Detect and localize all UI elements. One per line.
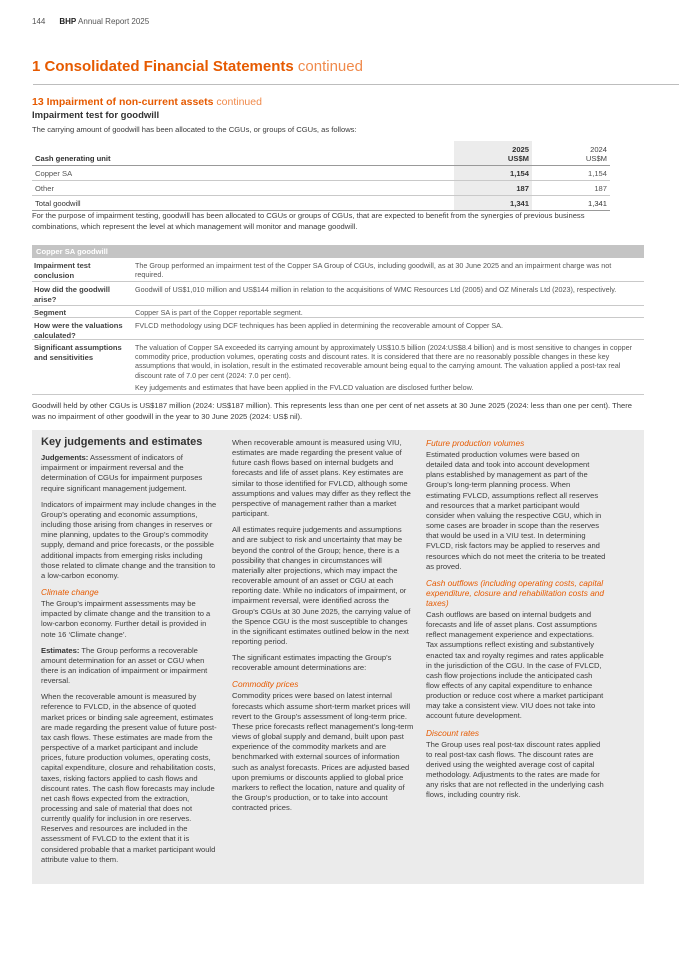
- judgements-paragraph: [41, 453, 217, 494]
- allocation-paragraph: For the purpose of impairment testing, goodwill has been allocated to CGUs or groups of CGUs, that are expected to benefit from the synergies of previous business combinations, which represent the level at which management will monitor and manage goodwill.: [32, 211, 585, 231]
- col-2025-year: 2025: [512, 145, 529, 154]
- indicators-paragraph: Indicators of impairment may include changes in the Group’s operating and economic assumptions, including those arising from changes in reserves or mine planning, updates to the Group’s commodity supply, demand and price forecasts, or the possible additional impacts from emerging risks including those related to climate change and the transition to a low-carbon economy.: [41, 499, 217, 580]
- col-2025-unit: US$M: [507, 154, 529, 163]
- col-2024-header: [532, 141, 610, 166]
- row-label: Significant assumptions and sensitivities: [34, 343, 122, 362]
- copper-sa-row: [32, 282, 644, 306]
- cash-outflows-paragraph: Cash outflows are based on internal budgets and forecasts and life of asset plans. Cost assumptions reflect management experience and expectations. Tax assumptions reflect existing and substantively enacted tax and royalty regimes and rates applicable in the jurisdiction of the CGU. In the case of FVLCD, cash flow projections include the anticipated cash flow effects of any capital expenditure to enhance production or reduce cost where a market participant may take a consistent view. VIU does not take into account future development.: [426, 609, 604, 721]
- row-value-2025: 187: [454, 181, 532, 196]
- other-goodwill-paragraph: Goodwill held by other CGUs is US$187 million (2024: US$187 million). This represents less than one per cent of net assets at 30 June 2025 (2024: less than one per cent). There was no impairment of other goodwill in the year to 30 June 2025 (2024: US$ nil).: [32, 401, 632, 421]
- row-value-2024: 1,154: [532, 166, 610, 181]
- commodity-paragraph: Commodity prices were based on latest internal forecasts which assume short-term market prices will revert to the Group’s assessment of long-term price. These price forecasts reflect management’s long-term views of global supply and demand, built upon past experience of the commodity markets and are benchmarked with external sources of information such as analyst forecasts. Prices are adjusted based upon premiums or discounts applied to global price markers to reflect the location, nature and quality of the Group’s production, or to take into account contracted prices.: [232, 691, 414, 813]
- row-text: Goodwill of US$1,010 million and US$144 million in relation to the acquisitions of WMC Resources Ltd (2005) and OZ Minerals Ltd (2023), respectively.: [135, 285, 617, 294]
- copper-sa-row: [32, 340, 644, 395]
- goodwill-table-header: [32, 141, 610, 166]
- goodwill-intro: The carrying amount of goodwill has been allocated to the CGUs, or groups of CGUs, as follows:: [32, 125, 357, 134]
- key-judgements-column-1: [41, 437, 217, 871]
- significant-estimates-paragraph: The significant estimates impacting the Group’s recoverable amount determinations are:: [232, 653, 392, 673]
- judgements-label: Judgements:: [41, 453, 89, 463]
- col-2024-unit: US$M: [585, 154, 607, 163]
- table-row: [32, 181, 610, 196]
- table-row-total: [32, 196, 610, 211]
- production-paragraph: Estimated production volumes were based on detailed data and took into account development plans established by management as part of the Group’s long-term planning process. When estimating FVLCD, assumptions reflect all reserves and resources that a market participant would consider when valuing the respective CGU, which in some cases are broader in scope than the reserves that would be used in a VIU test. In determining FVLCD, risk factors may be applied to reserves and resources which do not meet the criteria to be treated as proved.: [426, 450, 606, 571]
- row-label: Other: [32, 181, 454, 196]
- page-number: 144: [32, 17, 46, 26]
- viu-paragraph: When recoverable amount is measured using VIU, estimates are made regarding the present value of future cash flows based on internal budgets and forecasts and life of asset plans. Key estimates are similar to those identified for FVLCD, although some assumptions and values may differ as they reflect the perspective of management rather than a market participant.: [232, 438, 411, 519]
- page-header: [32, 17, 149, 26]
- row-label: Copper SA: [32, 166, 454, 181]
- report-name: Annual Report 2025: [78, 17, 150, 26]
- row-label: Impairment test conclusion: [34, 261, 91, 280]
- col-2024-year: 2024: [590, 145, 607, 154]
- production-heading: Future production volumes: [426, 438, 525, 448]
- key-judgements-box: [32, 430, 644, 884]
- copper-sa-row: [32, 258, 644, 282]
- goodwill-heading: Impairment test for goodwill: [32, 110, 160, 121]
- row-label: Total goodwill: [32, 196, 454, 211]
- key-judgements-title: Key judgements and estimates: [41, 436, 203, 448]
- key-judgements-column-2: [232, 438, 414, 819]
- section-divider: [33, 84, 679, 85]
- judgements-text: Assessment of indicators of impairment or impairment reversal and the determination of CGUs for impairment purposes require significant management judgement.: [41, 453, 203, 493]
- section-title-text: 1 Consolidated Financial Statements: [32, 58, 294, 75]
- row-text-paragraph: Key judgements and estimates that have been applied in the FVLCD valuation are disclosed further below.: [135, 382, 474, 392]
- brand-name: BHP: [59, 17, 77, 26]
- key-judgements-column-3: [426, 438, 606, 807]
- discount-rates-heading: Discount rates: [426, 727, 480, 738]
- commodity-heading: Commodity prices: [232, 679, 299, 690]
- discount-rates-paragraph: The Group uses real post-tax discount rates applied to real post-tax cash flows. The discount rates are derived using the weighted average cost of capital methodology. Adjustments to the rates are made for any risks that are not reflected in the underlying cash flows, including country risk.: [426, 739, 604, 800]
- col-label-header: Cash generating unit: [32, 141, 454, 166]
- fvlcd-paragraph: When the recoverable amount is measured by reference to FVLCD, in the absence of quoted market prices or binding sale agreement, estimates are made regarding the present value of future post-tax cash flows. These estimates are made from the perspective of a market participant and include prices, future production volumes, operating costs, capital expenditure, closure and rehabilitation costs, taxes, risking factors applied to cash flows and discount rates. The cash flow forecasts may include net cash flows expected from the extraction, processing and sale of material that does not currently qualify for inclusion in ore reserves. Reserves and resources are included in the assessment of FVLCD to the extent that it is considered probable that a market participant would attribute value to them.: [41, 692, 217, 864]
- cash-outflows-heading: Cash outflows (including operating costs, capital expenditure, closure and rehabilitation costs and taxes): [426, 577, 605, 608]
- copper-sa-row: [32, 318, 644, 340]
- row-value-2025: 1,341: [454, 196, 532, 211]
- section-continued: continued: [297, 58, 363, 75]
- row-value-2025: 1,154: [454, 166, 532, 181]
- row-text-paragraph: The valuation of Copper SA exceeded its carrying amount by approximately US$10.5 billion (2024:US$8.4 billion) and is most sensitive to changes in copper commodity price, production volumes, operating costs and discount rates. It is considered that there are no reasonably possible changes in these key assumptions that would, in isolation, result in the estimated recoverable amount being equal to the carrying amount. The valuation applied a post-tax real discount rate of 7.0 per cent (2024: 7.0 per cent).: [135, 343, 633, 380]
- copper-sa-box-title: Copper SA goodwill: [32, 245, 644, 258]
- row-label: Segment: [34, 308, 67, 317]
- col-2025-header: [454, 141, 532, 166]
- goodwill-table: [32, 141, 610, 211]
- copper-sa-row: [32, 306, 644, 318]
- table-row: [32, 166, 610, 181]
- row-label: How were the valuations calculated?: [34, 321, 123, 340]
- subsection-title-text: 13 Impairment of non-current assets: [32, 96, 214, 108]
- row-text: FVLCD methodology using DCF techniques has been applied in determining the recoverable amount of Copper SA.: [135, 321, 503, 330]
- climate-paragraph: The Group’s impairment assessments may be impacted by climate change and the transition to a low-carbon economy. Further detail is provided in note 16 ‘Climate change’.: [41, 599, 211, 639]
- row-text: Copper SA is part of the Copper reportable segment.: [135, 308, 303, 317]
- row-value-2024: 1,341: [532, 196, 610, 211]
- estimates-label: Estimates:: [41, 645, 80, 655]
- row-text: The Group performed an impairment test of the Copper SA Group of CGUs, including goodwill, as at 30 June 2025 and an impairment charge was not required.: [135, 261, 612, 280]
- climate-heading: Climate change: [41, 587, 99, 598]
- subsection-title: [32, 96, 262, 108]
- estimates-paragraph: [41, 646, 217, 687]
- row-text: [135, 343, 640, 395]
- estimates-text: The Group performs a recoverable amount determination for an asset or CGU when there is an indication of impairment or impairment reversal.: [41, 645, 208, 686]
- subsection-continued: continued: [216, 96, 262, 108]
- uncertainty-paragraph: All estimates require judgements and assumptions and are subject to risk and uncertainty that may be beyond the control of the Group; hence, there is a possibility that changes in circumstances will materially alter projections, which may impact the recoverable amount of an asset or CGU at each reporting date. While no indicators of impairment, or impairment reversal, were identified across the Group’s CGUs at 30 June 2025, the carrying value of the Spence CGU is the most susceptible to changes in the significant estimates outlined below in the next reporting period.: [232, 525, 411, 646]
- row-value-2024: 187: [532, 181, 610, 196]
- row-label: How did the goodwill arise?: [34, 285, 110, 304]
- section-title: [32, 58, 363, 75]
